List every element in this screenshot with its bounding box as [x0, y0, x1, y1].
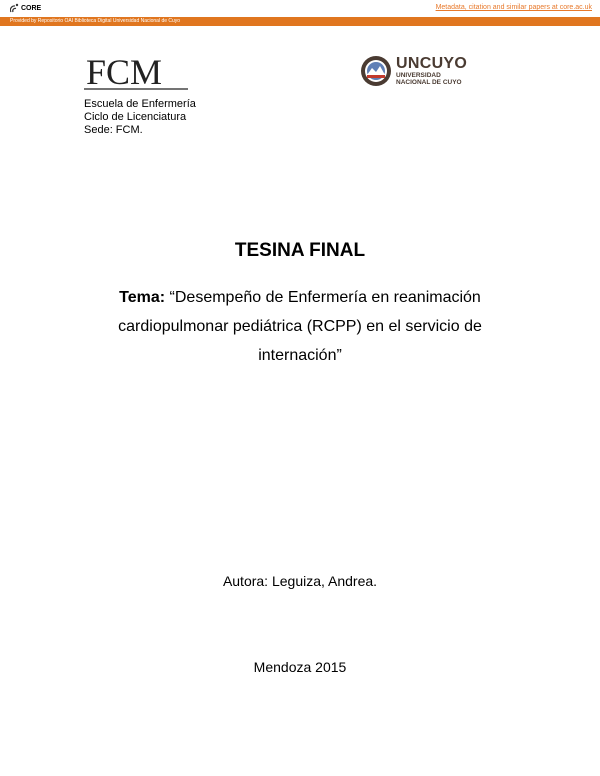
- core-icon: [10, 3, 19, 13]
- topic-text: “Desempeño de Enfermería en reanimación cardiopulmonar pediátrica (RCPP) en el servicio de internación”: [118, 289, 482, 364]
- core-metadata-link[interactable]: Metadata, citation and similar papers at core.ac.uk: [435, 4, 592, 11]
- core-logo-text: CORE: [21, 4, 42, 12]
- fcm-logo: [84, 52, 188, 90]
- school-info: [84, 98, 196, 137]
- uncuyo-subtitle-1: UNIVERSIDAD: [396, 72, 441, 79]
- uncuyo-seal-icon: [360, 55, 392, 87]
- campus: Sede: FCM.: [84, 124, 143, 136]
- school-name: Escuela de Enfermería: [84, 98, 196, 110]
- provided-by-banner[interactable]: Provided by Repositorio OAI Biblioteca Digital Universidad Nacional de Cuyo: [0, 17, 600, 26]
- uncuyo-logo: [360, 55, 467, 87]
- thesis-topic: [80, 283, 520, 370]
- core-logo[interactable]: [10, 3, 41, 13]
- program-cycle: Ciclo de Licenciatura: [84, 111, 187, 123]
- topic-label: Tema:: [119, 289, 166, 306]
- author: Autora: Leguiza, Andrea.: [222, 573, 378, 589]
- thesis-title: TESINA FINAL: [234, 240, 366, 261]
- uncuyo-name: UNCUYO: [396, 55, 468, 72]
- place-year: Mendoza 2015: [253, 659, 347, 675]
- fcm-logo-text: FCM: [86, 52, 163, 90]
- uncuyo-subtitle-2: NACIONAL DE CUYO: [396, 79, 462, 86]
- core-header: [0, 0, 600, 17]
